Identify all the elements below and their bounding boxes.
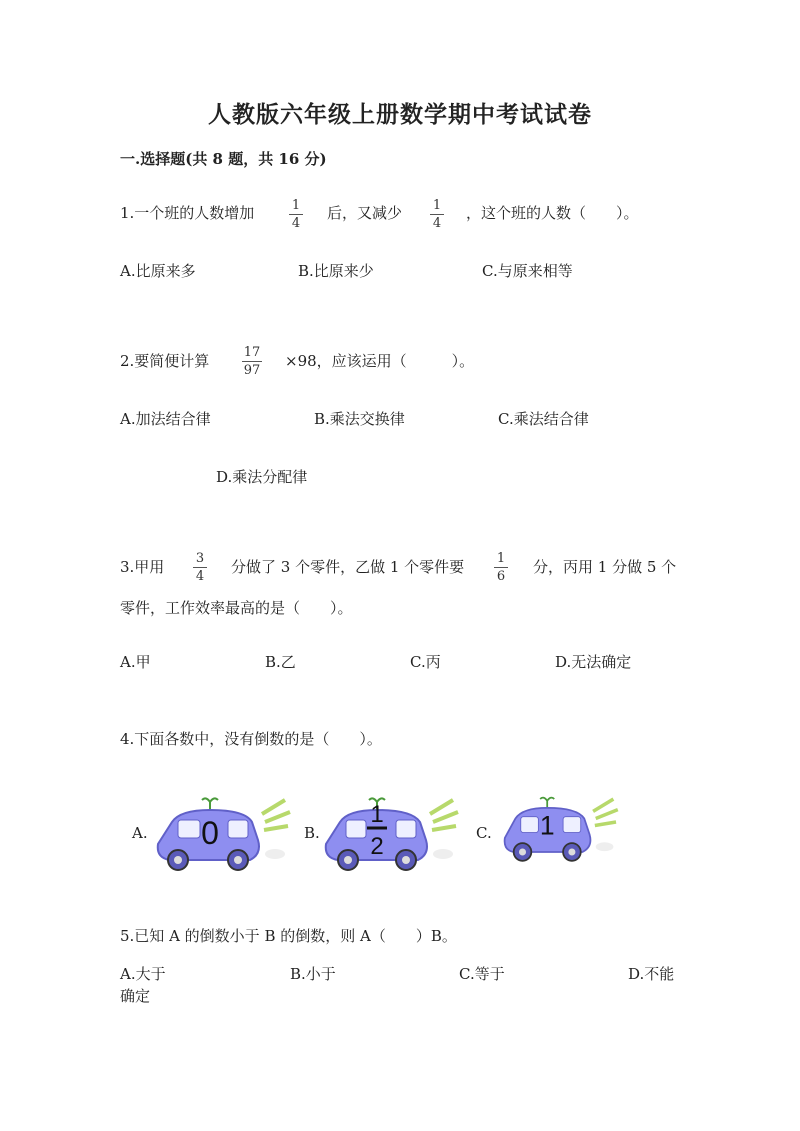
fraction-bar [193, 567, 207, 568]
car-image-c[interactable] [500, 792, 635, 867]
fraction [430, 198, 444, 231]
option-b[interactable]: B.比原来少 [298, 262, 374, 280]
option-a[interactable]: A. [132, 824, 148, 842]
question-text: 零件，工作效率最高的是（ ）。 [120, 599, 353, 617]
denominator: 4 [195, 569, 205, 584]
option-b[interactable]: B.乘法交换律 [314, 410, 405, 428]
option-d[interactable]: D.无法确定 [555, 653, 632, 671]
fraction [193, 551, 207, 584]
denominator: 6 [496, 569, 506, 584]
page-title: 人教版六年级上册数学期中考试试卷 [208, 101, 592, 128]
denominator: 97 [243, 363, 261, 378]
fraction [494, 551, 508, 584]
car-image-b[interactable] [322, 792, 472, 877]
question-text: ，这个班的人数（ ）。 [466, 204, 639, 222]
option-c[interactable]: C.与原来相等 [482, 262, 573, 280]
question-text: 3.甲用 [120, 558, 165, 576]
option-c[interactable]: C.乘法结合律 [498, 410, 589, 428]
option-a[interactable]: A.比原来多 [120, 262, 196, 280]
question-text: 5.已知 A 的倒数小于 B 的倒数，则 A（ ）B。 [120, 927, 457, 945]
numerator: 1 [496, 551, 506, 566]
fraction-bar [242, 361, 262, 362]
question-text: 1.一个班的人数增加 [120, 204, 255, 222]
question-text: 2.要简便计算 [120, 352, 210, 370]
option-c[interactable]: C.等于 [459, 965, 505, 983]
numerator: 3 [195, 551, 205, 566]
question-text: 后，又减少 [327, 204, 403, 222]
option-b[interactable]: B. [304, 824, 320, 842]
car-denominator: 2 [370, 833, 384, 860]
car-icon [150, 792, 300, 877]
option-a[interactable]: A.大于 [120, 965, 166, 983]
car-icon [500, 792, 635, 867]
car-icon [322, 792, 472, 877]
denominator: 4 [432, 216, 442, 231]
question-text: 分做了 3 个零件，乙做 1 个零件要 [231, 558, 465, 576]
option-d[interactable]: D.不能 [628, 965, 675, 983]
option-c[interactable]: C. [476, 824, 492, 842]
option-a[interactable]: A.加法结合律 [120, 410, 211, 428]
car-label: 1 [539, 810, 555, 841]
option-b[interactable]: B.乙 [265, 653, 296, 671]
fraction [242, 345, 262, 378]
numerator: 1 [291, 198, 301, 213]
numerator: 17 [243, 345, 261, 360]
option-d[interactable]: D.乘法分配律 [216, 468, 308, 486]
numerator: 1 [432, 198, 442, 213]
car-label: 0 [201, 815, 219, 851]
option-d-wrap: 确定 [120, 987, 151, 1005]
car-numerator: 1 [370, 801, 384, 828]
fraction-bar [430, 214, 444, 215]
fraction [289, 198, 303, 231]
fraction-bar [289, 214, 303, 215]
option-c[interactable]: C.丙 [410, 653, 441, 671]
fraction-bar [494, 567, 508, 568]
denominator: 4 [291, 216, 301, 231]
question-text: ×98，应该运用（ ）。 [285, 352, 475, 370]
question-text: 4.下面各数中，没有倒数的是（ ）。 [120, 730, 382, 748]
option-a[interactable]: A.甲 [120, 653, 151, 671]
section-heading: 一.选择题(共 8 题，共 16 分) [120, 150, 327, 168]
car-image-a[interactable] [150, 792, 300, 877]
option-b[interactable]: B.小于 [290, 965, 336, 983]
question-text: 分，丙用 1 分做 5 个 [533, 558, 677, 576]
